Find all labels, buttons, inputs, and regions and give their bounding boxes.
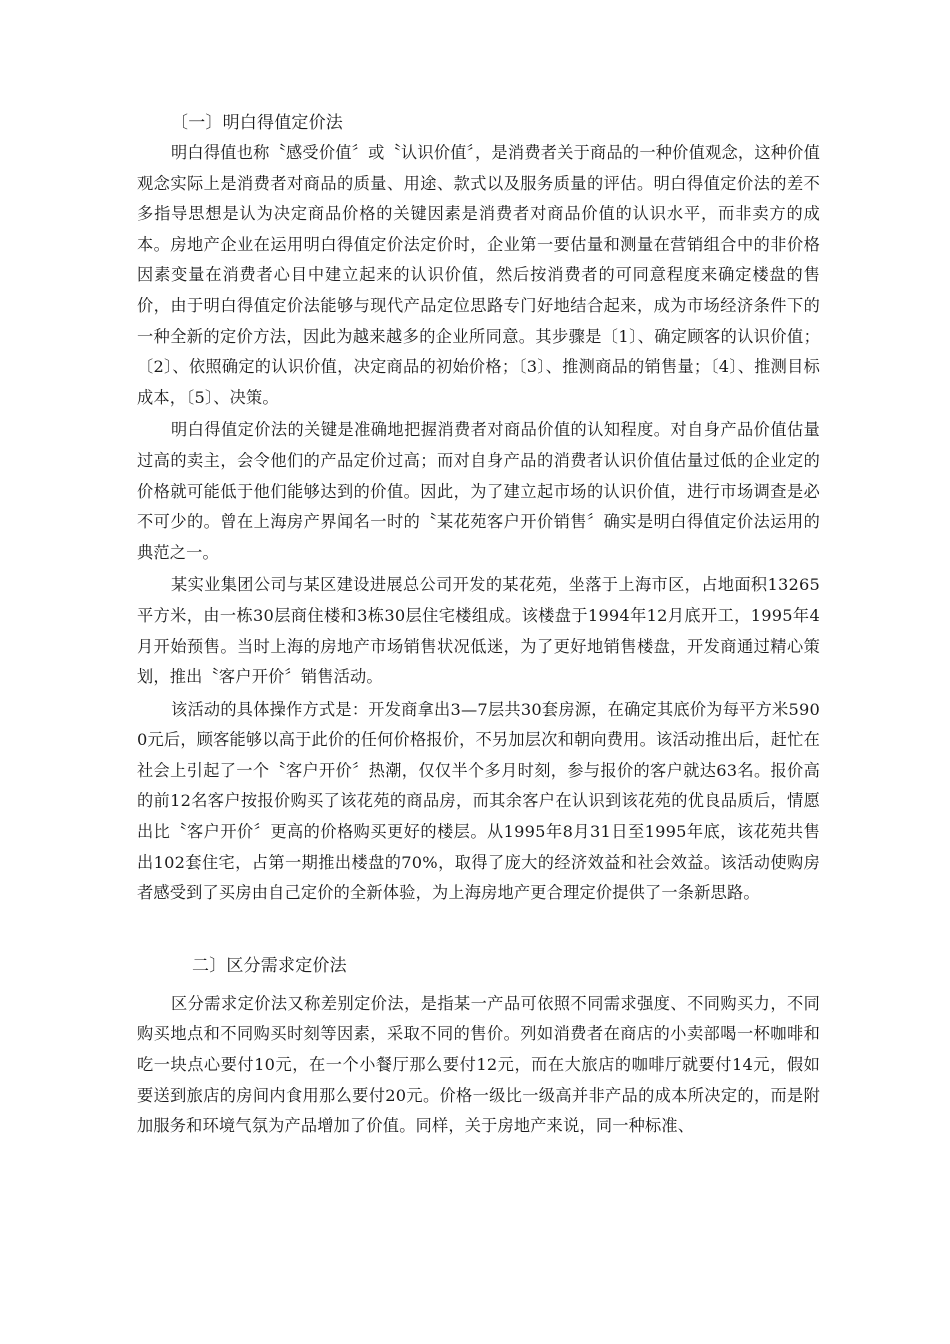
document-page [137, 108, 820, 1144]
paragraph: 区分需求定价法又称差别定价法，是指某一产品可依照不同需求强度、不同购买力，不同购买地点和不同购买时刻等因素，采取不同的售价。列如消费者在商店的小卖部喝一杯咖啡和吃一块点心要付10元，在一个小餐厅那么要付12元，而在大旅店的咖啡厅就要付14元，假如要送到旅店的房间内食用那么要付20元。价格一级比一级高并非产品的成本所决定的，而是附加服务和环境气氛为产品增加了价值。同样，关于房地产来说，同一种标准、 [137, 993, 820, 1136]
section-heading-2: 二〕区分需求定价法 [192, 955, 347, 976]
paragraph: 明白得值也称〝感受价值〞或〝认识价值〞，是消费者关于商品的一种价值观念，这种价值观念实际上是消费者对商品的质量、用途、款式以及服务质量的评估。明白得值定价法的差不多指导思想是认为决定商品价格的关键因素是消费者对商品价值的认识水平，而非卖方的成本。房地产企业在运用明白得值定价法定价时，企业第一要估量和测量在营销组合中的非价格因素变量在消费者心目中建立起来的认识价值，然后按消费者的可同意程度来确定楼盘的售价，由于明白得值定价法能够与现代产品定位思路专门好地结合起来，成为市场经济条件下的一种全新的定价方法，因此为越来越多的企业所同意。其步骤是〔1〕、确定顾客的认识价值；〔2〕、依照确定的认识价值，决定商品的初始价格；〔3〕、推测商品的销售量；〔4〕、推测目标成本，〔5〕、决策。 [137, 143, 820, 407]
paragraph: 明白得值定价法的关键是准确地把握消费者对商品价值的认知程度。对自身产品价值估量过高的卖主，会令他们的产品定价过高；而对自身产品的消费者认识价值估量过低的企业定的价格就可能低于他们能够达到的价值。因此，为了建立起市场的认识价值，进行市场调查是必不可少的。曾在上海房产界闻名一时的〝某花苑客户开价销售〞确实是明白得值定价法运用的典范之一。 [137, 420, 820, 562]
paragraph: 该活动的具体操作方式是：开发商拿出3—7层共30套房源，在确定其底价为每平方米5900元后，顾客能够以高于此价的任何价格报价，不另加层次和朝向费用。该活动推出后，赶忙在社会上引起了一个〝客户开价〞热潮，仅仅半个多月时刻，参与报价的客户就达63名。报价高的前12名客户按报价购买了该花苑的商品房，而其余客户在认识到该花苑的优良品质后，情愿出比〝客户开价〞更高的价格购买更好的楼层。从1995年8月31日至1995年底，该花苑共售出102套住宅，占第一期推出楼盘的70%，取得了庞大的经济效益和社会效益。该活动使购房者感受到了买房由自己定价的全新体验，为上海房地产更合理定价提供了一条新思路。 [137, 699, 820, 903]
paragraph: 某实业集团公司与某区建设进展总公司开发的某花苑，坐落于上海市区，占地面积13265平方米，由一栋30层商住楼和3栋30层住宅楼组成。该楼盘于1994年12月底开工，1995年4月开始预售。当时上海的房地产市场销售状况低迷，为了更好地销售楼盘，开发商通过精心策划，推出〝客户开价〞销售活动。 [137, 575, 820, 687]
section-heading-1: 〔一〕明白得值定价法 [171, 113, 343, 133]
